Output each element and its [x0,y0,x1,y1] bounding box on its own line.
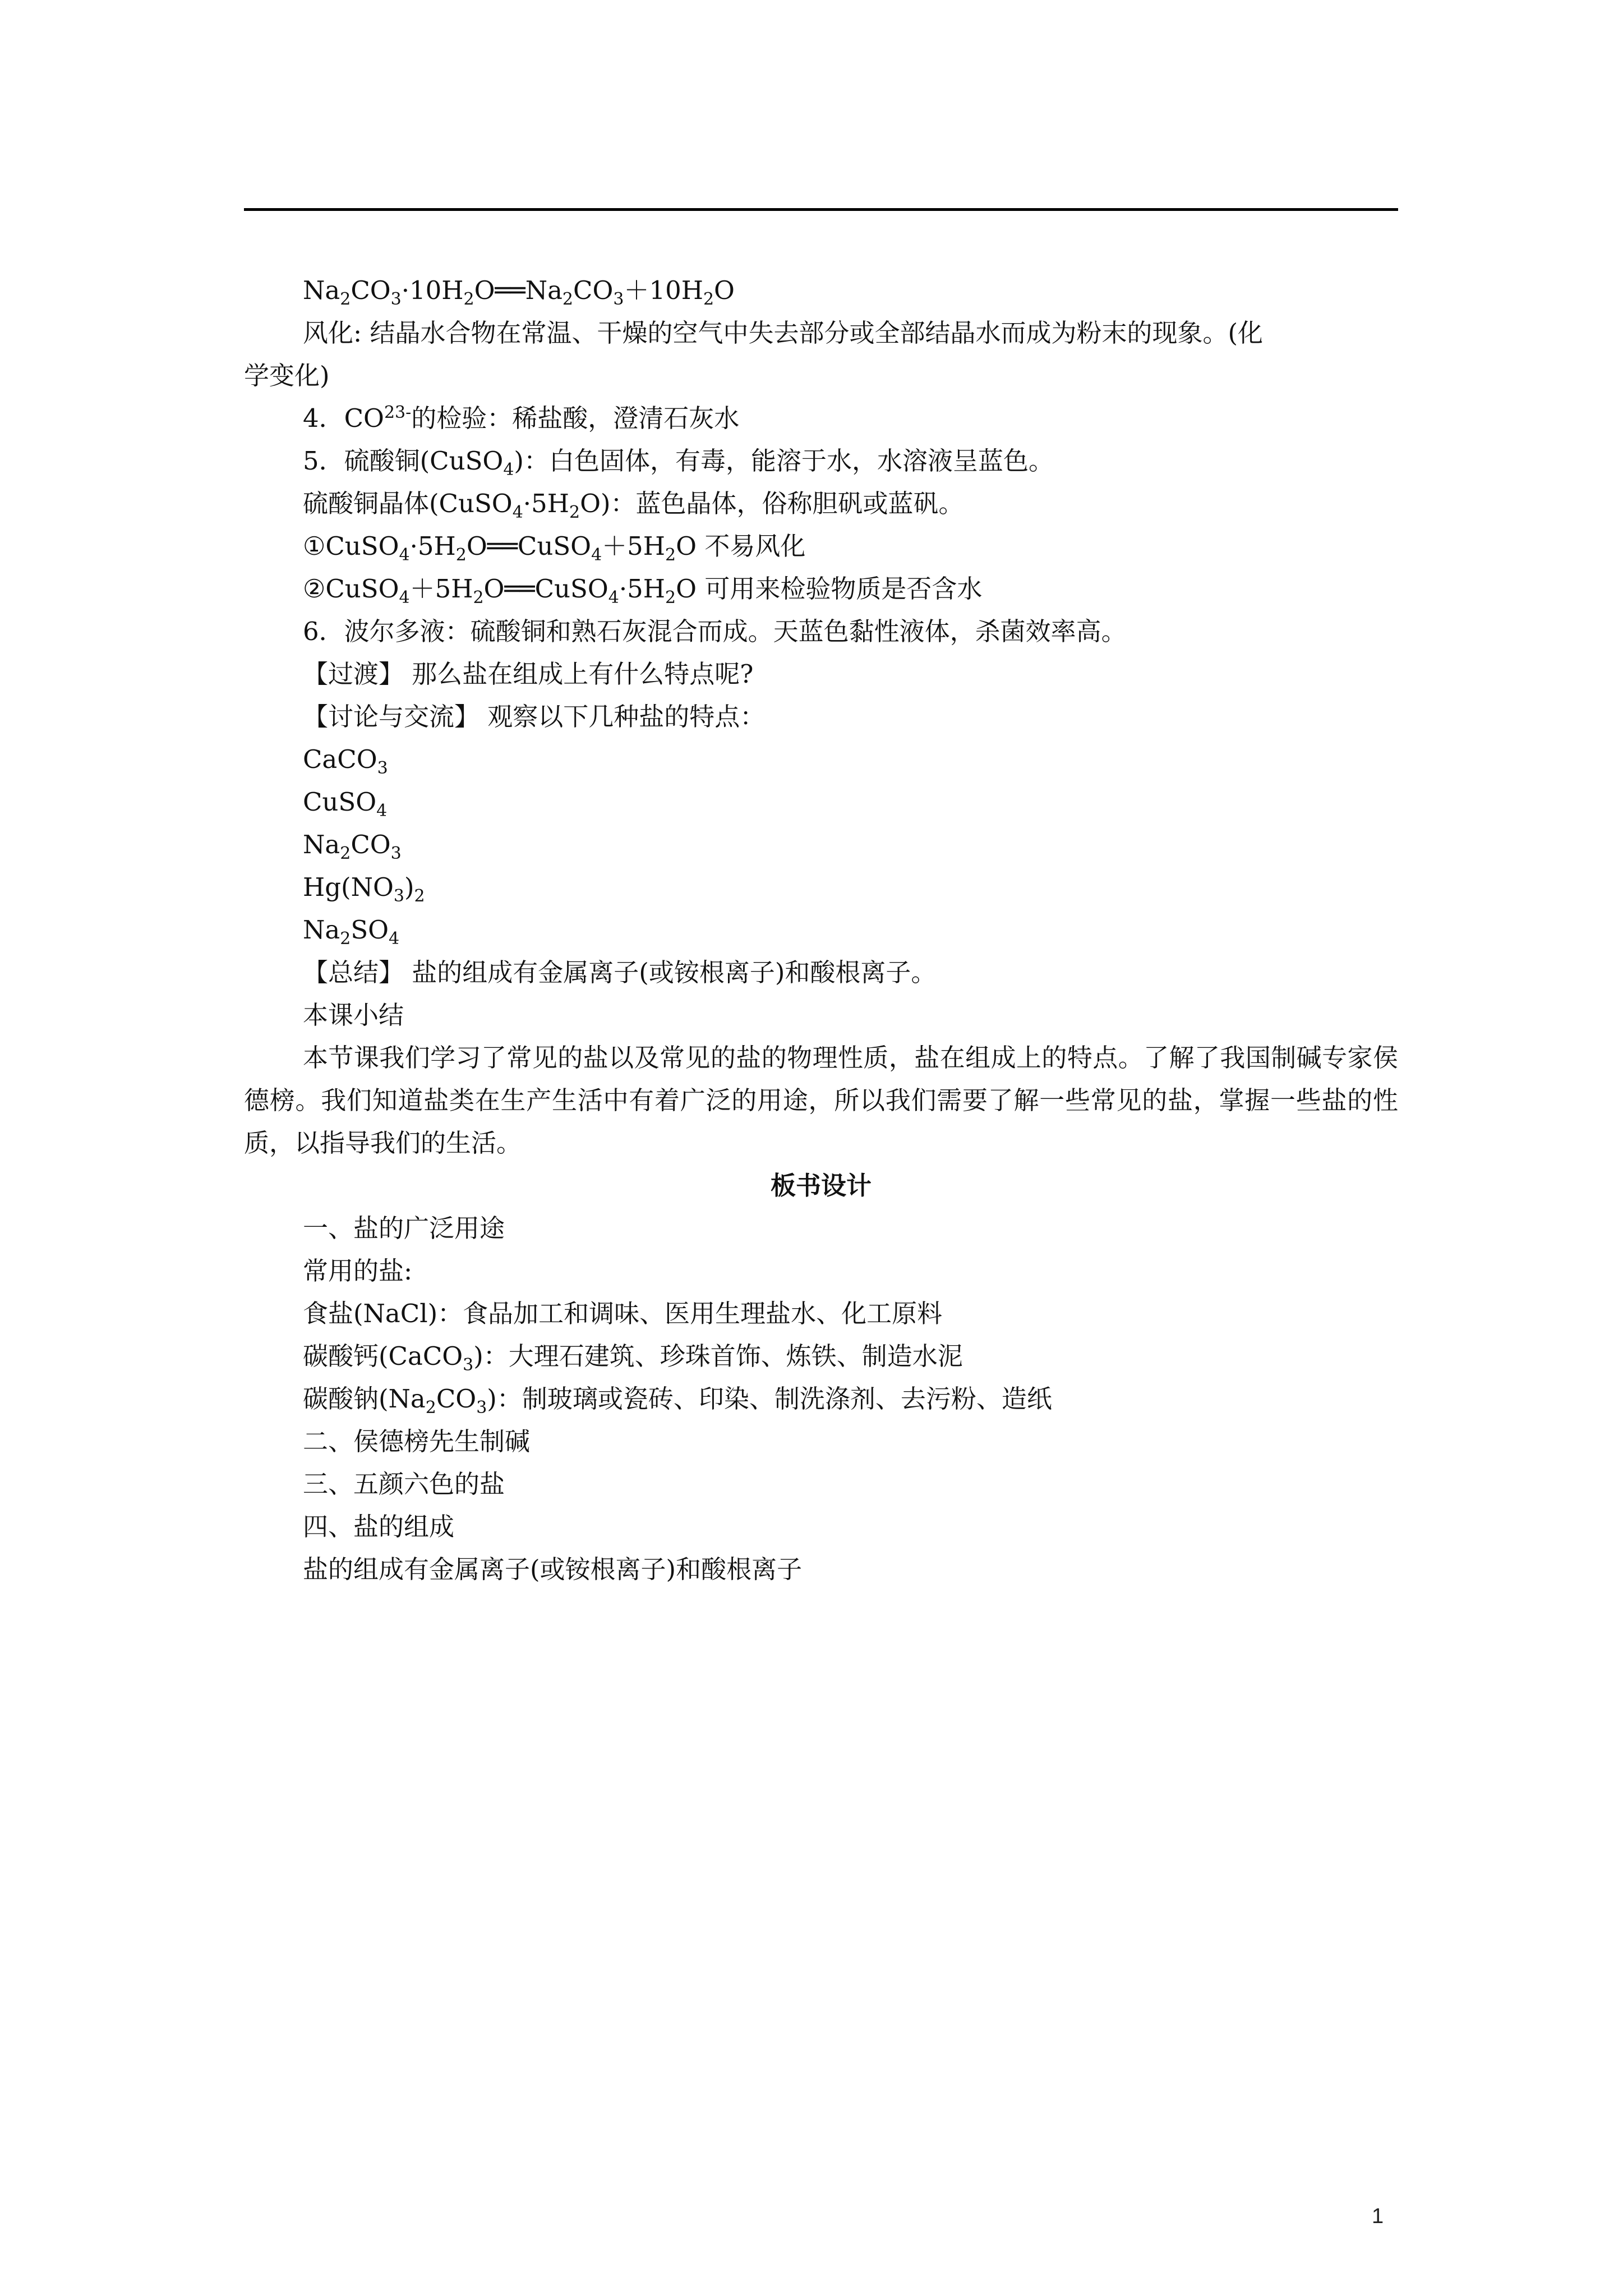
formula-na2so4: $Na_2SO_4$ [303,915,400,949]
board-na2co3: 碳酸钠$(Na_2CO_3)$：制玻璃或瓷砖、印染、制洗涤剂、去污粉、造纸 [303,1384,1052,1418]
carbonate-test: 4．$CO^{23-}$的检验：稀盐酸，澄清石灰水 [303,403,740,433]
board-item-2: 二、侯德榜先生制碱 [303,1427,531,1456]
transition-question: 【过渡】 那么盐在组成上有什么特点呢? [303,659,754,689]
bordeaux-mixture: 6．波尔多液：硫酸铜和熟石灰混合而成。天蓝色黏性液体，杀菌效率高。 [303,616,1127,646]
board-item-1: 一、盐的广泛用途 [303,1213,505,1243]
formula-cuso4: CuSO$_4$ [303,787,388,821]
equation-dehydration: $①CuSO_4\cdot 5H_2O══CuSO_4+5H_2O$ 不易风化 [303,531,806,565]
board-salt-composition: 盐的组成有金属离子(或铵根离子)和酸根离子 [303,1554,803,1584]
document-body [244,269,1402,1591]
equation-weathering: $Na_2CO_3\cdot 10H_2O══Na_2CO_3+10H_2O$ [303,275,735,309]
board-item-3: 三、五颜六色的盐 [303,1469,505,1499]
summary-conclusion: 【总结】 盐的组成有金属离子(或铵根离子)和酸根离子。 [303,958,937,987]
lesson-summary-heading: 本课小结 [303,1000,404,1030]
page-number: 1 [1372,2205,1384,2228]
weathering-definition: 风化: 结晶水合物在常温、干燥的空气中失去部分或全部结晶水而成为粉末的现象。(化 [303,318,1264,348]
copper-sulfate: 5．硫酸铜(CuSO$_4$)：白色固体，有毒，能溶于水，水溶液呈蓝色。 [303,446,1054,480]
lesson-summary-paragraph: 本节课我们学习了常见的盐以及常见的盐的物理性质，盐在组成上的特点。了解了我国制碱专家侯德榜。我们知道盐类在生产生活中有着广泛的用途，所以我们需要了解一些常见的盐，掌握一些盐的性质，以指导我们的生活。 [244,1043,1398,1158]
board-item-4: 四、盐的组成 [303,1512,455,1542]
copper-sulfate-crystal: 硫酸铜晶体$(CuSO_4\cdot 5H_2O)$：蓝色晶体，俗称胆矾或蓝矾。 [303,489,964,522]
formula-hgno3: $Hg(NO_3)_2$ [303,872,425,906]
board-nacl: 食盐(NaCl)：食品加工和调味、医用生理盐水、化工原料 [303,1299,943,1328]
formula-caco3: CaCO$_3$ [303,744,388,778]
header-rule [244,208,1398,211]
formula-na2co3: $Na_2CO_3$ [303,830,402,863]
board-caco3: 碳酸钙(CaCO$_3$)：大理石建筑、珍珠首饰、炼铁、制造水泥 [303,1341,963,1375]
board-common-salts: 常用的盐: [303,1256,413,1286]
weathering-definition-cont: 学变化) [244,361,330,390]
discussion-prompt: 【讨论与交流】 观察以下几种盐的特点： [303,702,766,731]
board-design-title: 板书设计 [770,1171,872,1200]
equation-hydration: $②CuSO_4+5H_2O══CuSO_4\cdot 5H_2O$ 可用来检验物质是否含水 [303,574,983,608]
